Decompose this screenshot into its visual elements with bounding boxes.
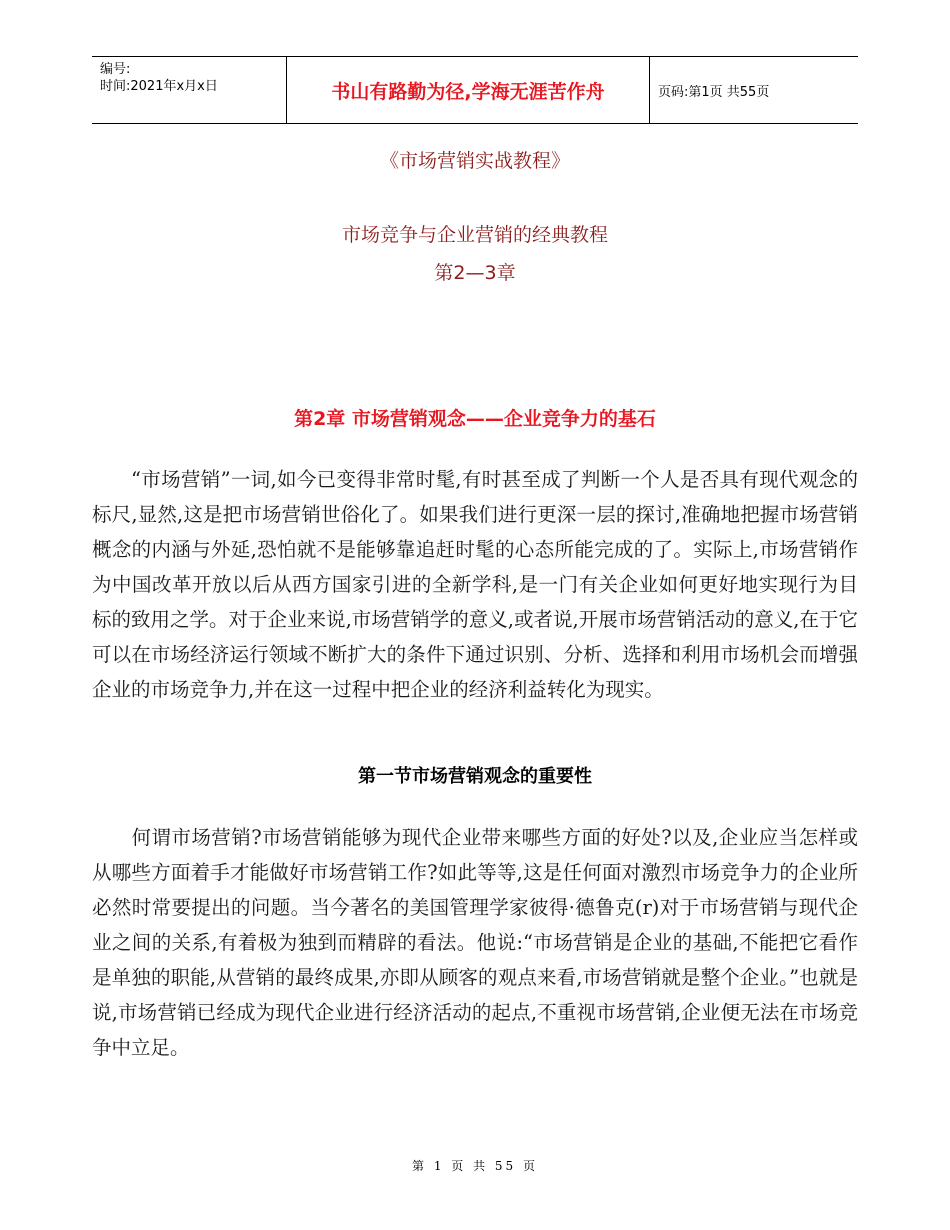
section-heading: 第一节市场营销观念的重要性 bbox=[358, 766, 592, 787]
paragraph-1 bbox=[92, 462, 858, 707]
header-page-info: 页码:第1页 共55页 bbox=[658, 84, 770, 100]
time-label: 时间:2021年x月x日 bbox=[100, 79, 218, 94]
subtitle: 市场竞争与企业营销的经典教程 bbox=[341, 224, 608, 246]
chapter-heading: 第2章 市场营销观念——企业竞争力的基石 bbox=[294, 408, 656, 430]
header-motto: 书山有路勤为径,学海无涯苦作舟 bbox=[286, 57, 650, 123]
header-meta-cell bbox=[92, 57, 286, 123]
book-title: 《市场营销实战教程》 bbox=[379, 150, 570, 172]
paragraph-2-text: 何谓市场营销?市场营销能够为现代企业带来哪些方面的好处?以及,企业应当怎样或从哪些方面着手才能做好市场营销工作?如此等等,这是任何面对激烈市场竞争力的企业所必然时常要提出的问题。当今著名的美国管理学家彼得·德鲁克(r)对于市场营销与现代企业之间的关系,有着极为独到而精辟的看法。他说:“市场营销是企业的基础,不能把它看作是单独的职能,从营销的最终成果,亦即从顾客的观点来看,市场营销就是整个企业。”也就是说,市场营销已经成为现代企业进行经济活动的起点,不重视市场营销,企业便无法在市场竞争中立足。 bbox=[92, 826, 858, 1059]
paragraph-2 bbox=[92, 820, 858, 1065]
page-footer: 第 1 页 共 55 页 bbox=[412, 1159, 538, 1173]
number-label: 编号: bbox=[100, 62, 131, 77]
chapter-range: 第2—3章 bbox=[434, 262, 516, 284]
header-table bbox=[92, 56, 858, 124]
paragraph-1-text: “市场营销”一词,如今已变得非常时髦,有时甚至成了判断一个人是否具有现代观念的标尺,显然,这是把市场营销世俗化了。如果我们进行更深一层的探讨,准确地把握市场营销概念的内涵与外延,恐怕就不是能够靠追赶时髦的心态所能完成的了。实际上,市场营销作为中国改革开放以后从西方国家引进的全新学科,是一门有关企业如何更好地实现行为目标的致用之学。对于企业来说,市场营销学的意义,或者说,开展市场营销活动的意义,在于它可以在市场经济运行领域不断扩大的条件下通过识别、分析、选择和利用市场机会而增强企业的市场竞争力,并在这一过程中把企业的经济利益转化为现实。 bbox=[92, 468, 858, 701]
